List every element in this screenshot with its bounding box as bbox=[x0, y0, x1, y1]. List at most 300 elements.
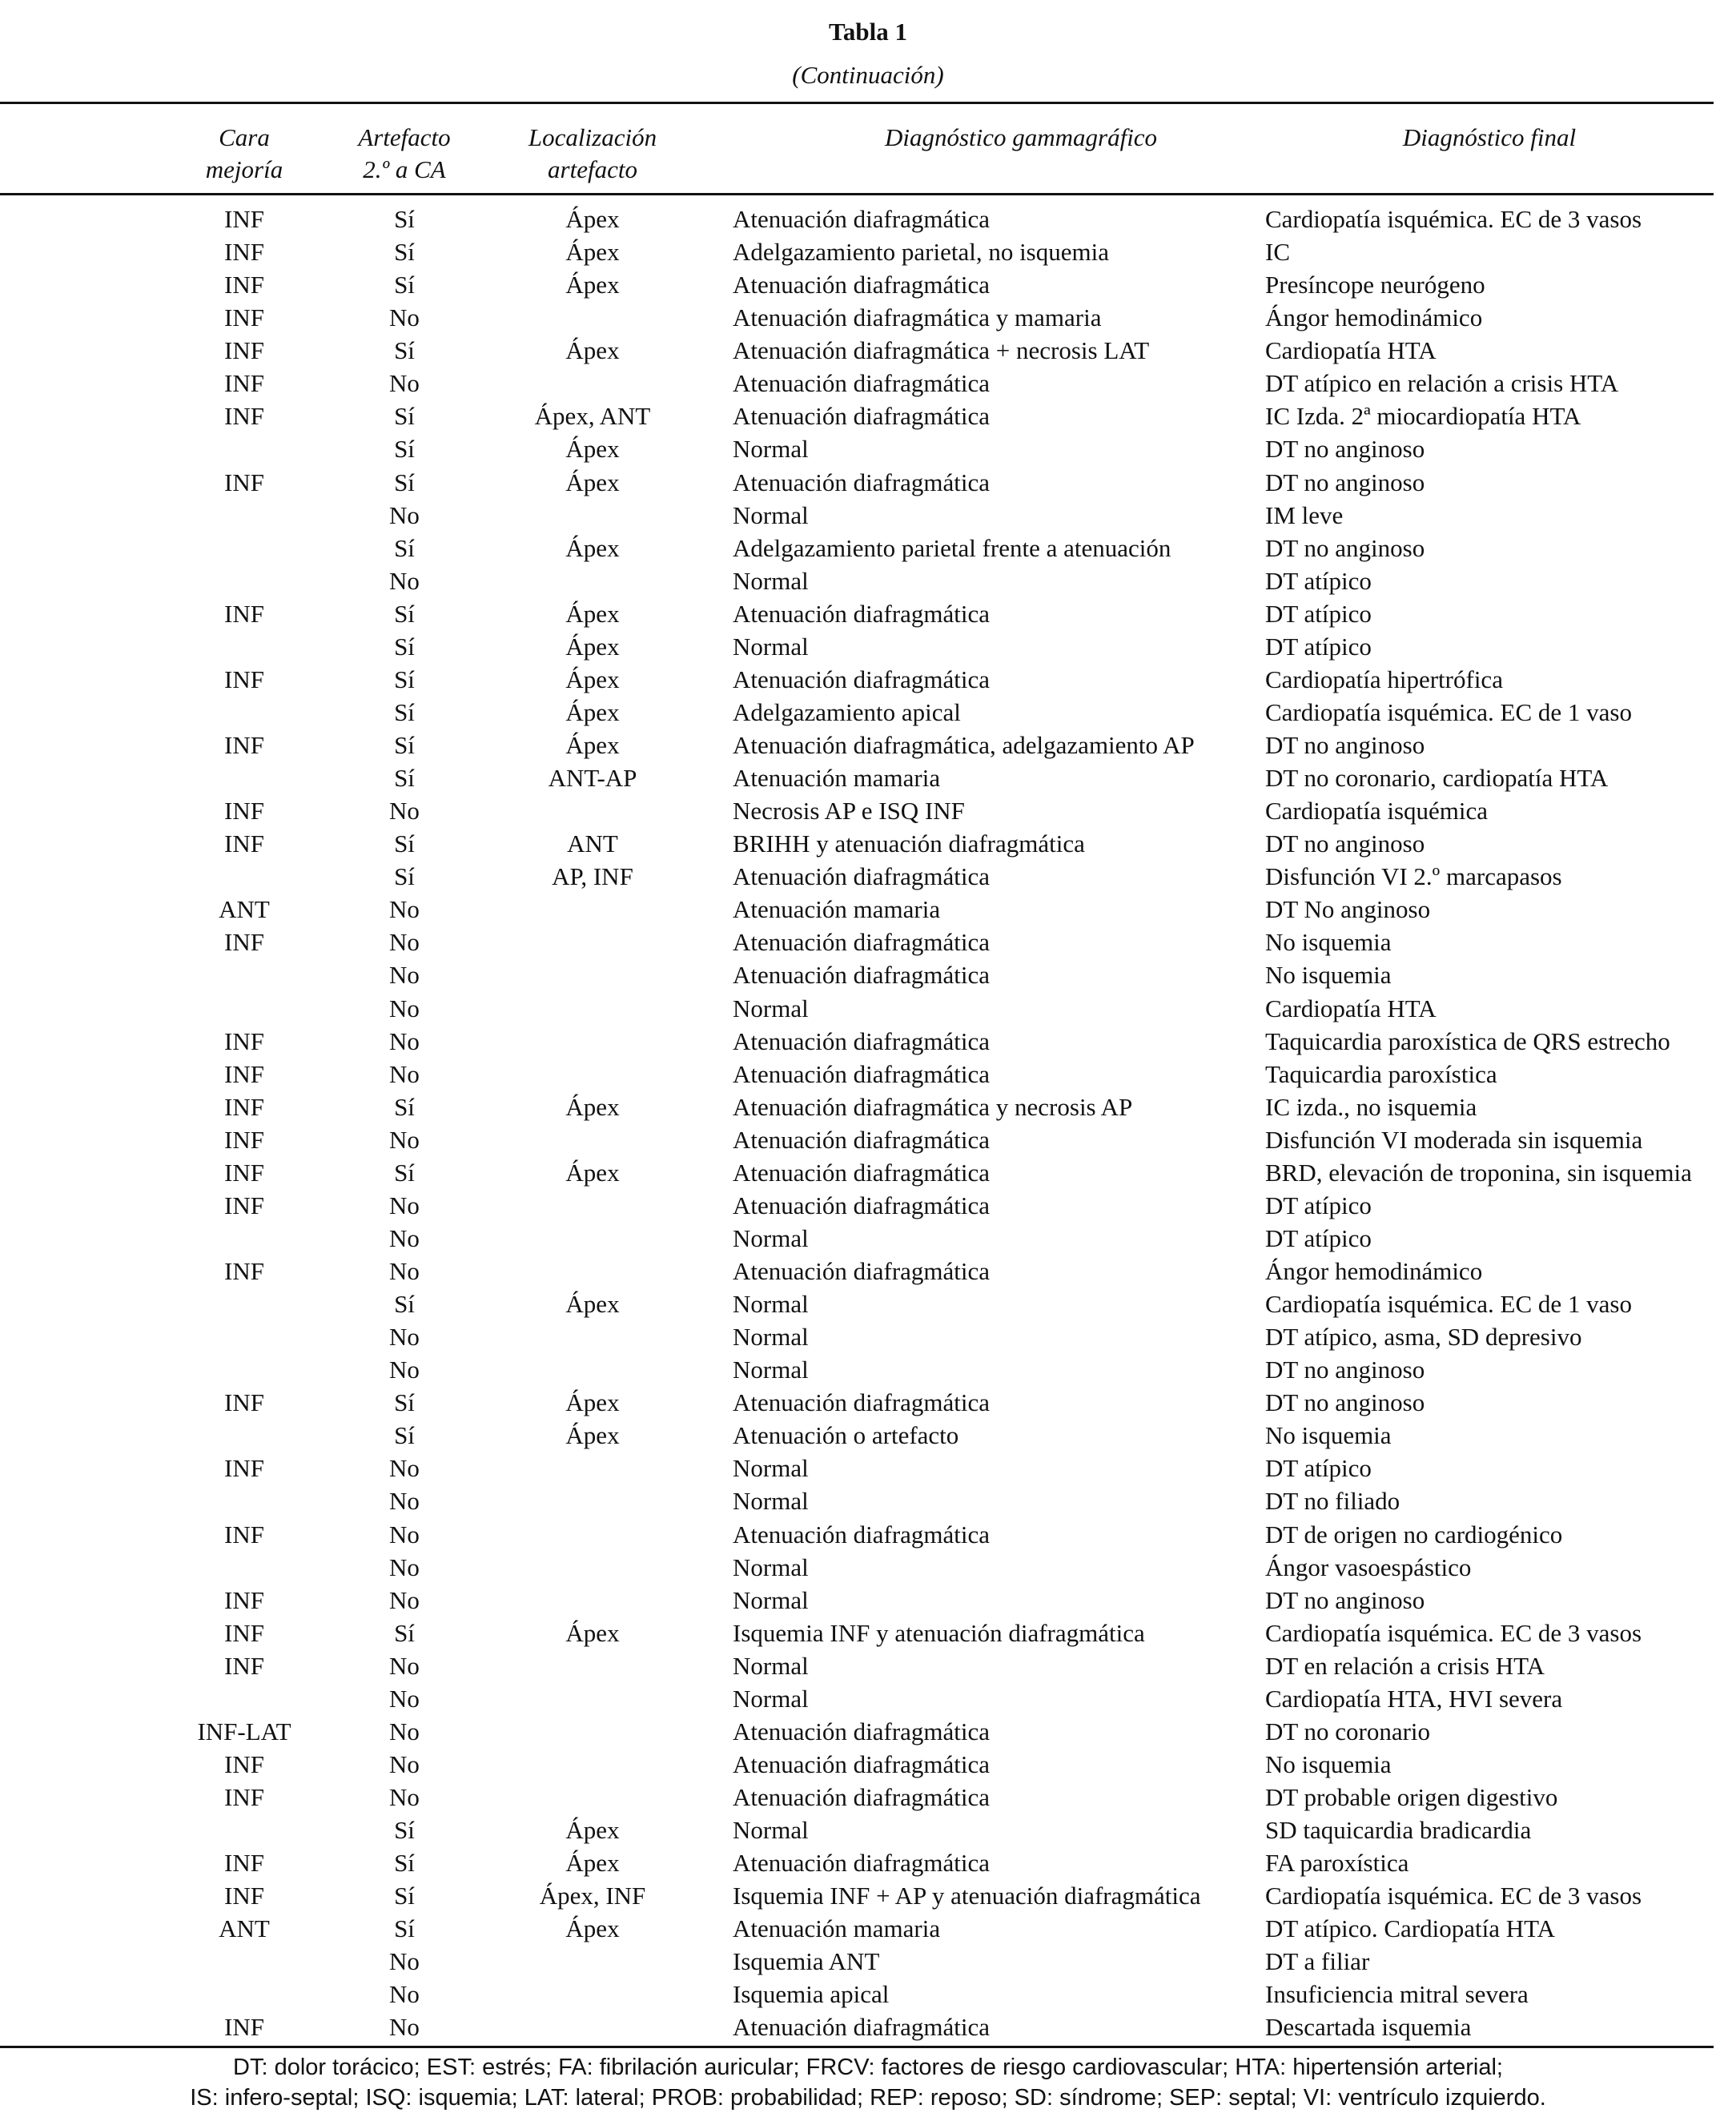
cell-artefacto: No bbox=[389, 1026, 420, 1055]
table-row bbox=[0, 1091, 1736, 1123]
cell-artefacto: Sí bbox=[394, 238, 415, 267]
cell-diagnostico-gammagrafico: Normal bbox=[733, 1356, 809, 1384]
header-diagnostico-final bbox=[1265, 122, 1714, 154]
table-title: Tabla 1 bbox=[829, 18, 907, 46]
cell-artefacto: Sí bbox=[394, 1290, 415, 1319]
cell-cara-mejoria: INF bbox=[224, 1651, 264, 1680]
cell-artefacto: No bbox=[389, 895, 420, 924]
cell-diagnostico-gammagrafico: Atenuación diafragmática bbox=[733, 1026, 991, 1055]
table-row bbox=[0, 1518, 1736, 1551]
cell-diagnostico-gammagrafico: Atenuación diafragmática, adelgazamiento AP bbox=[733, 731, 1195, 759]
cell-cara-mejoria: INF bbox=[224, 1257, 264, 1285]
table-row bbox=[0, 2011, 1736, 2043]
table-row bbox=[0, 235, 1736, 268]
table-row bbox=[0, 334, 1736, 367]
table-row bbox=[0, 597, 1736, 630]
cell-localizacion: AP, INF bbox=[552, 862, 633, 891]
cell-artefacto: Sí bbox=[394, 697, 415, 726]
cell-diagnostico-final: DT probable origen digestivo bbox=[1265, 1783, 1558, 1811]
cell-artefacto: Sí bbox=[394, 402, 415, 431]
table-row bbox=[0, 860, 1736, 893]
table-row bbox=[0, 1748, 1736, 1781]
cell-localizacion: Ápex, ANT bbox=[534, 402, 651, 431]
cell-diagnostico-final: Ángor vasoespástico bbox=[1265, 1553, 1472, 1581]
cell-cara-mejoria: ANT bbox=[219, 1914, 270, 1943]
cell-artefacto: Sí bbox=[394, 1914, 415, 1943]
cell-localizacion: Ápex bbox=[565, 238, 620, 267]
cell-diagnostico-gammagrafico: Atenuación diafragmática bbox=[733, 1191, 991, 1219]
cell-diagnostico-final: DT no coronario bbox=[1265, 1717, 1431, 1745]
cell-diagnostico-gammagrafico: Normal bbox=[733, 1816, 809, 1845]
cell-artefacto: Sí bbox=[394, 1882, 415, 1910]
header-artefacto bbox=[344, 122, 464, 186]
cell-diagnostico-gammagrafico: Normal bbox=[733, 1290, 809, 1319]
cell-diagnostico-gammagrafico: Isquemia ANT bbox=[733, 1947, 880, 1976]
cell-artefacto: No bbox=[389, 1520, 420, 1549]
cell-cara-mejoria: INF bbox=[224, 1059, 264, 1088]
cell-diagnostico-gammagrafico: BRIHH y atenuación diafragmática bbox=[733, 830, 1085, 858]
cell-artefacto: No bbox=[389, 1125, 420, 1154]
cell-localizacion: Ápex bbox=[565, 205, 620, 233]
cell-diagnostico-final: DT atípico bbox=[1265, 566, 1372, 595]
cell-cara-mejoria: INF bbox=[224, 1026, 264, 1055]
cell-diagnostico-final: DT no anginoso bbox=[1265, 1356, 1425, 1384]
cell-artefacto: No bbox=[389, 1980, 420, 2009]
cell-diagnostico-gammagrafico: Isquemia INF y atenuación diafragmática bbox=[733, 1618, 1145, 1647]
header-diagnostico-final-label: Diagnóstico final bbox=[1402, 123, 1577, 151]
cell-artefacto: Sí bbox=[394, 862, 415, 891]
cell-artefacto: Sí bbox=[394, 336, 415, 365]
cell-cara-mejoria: ANT bbox=[219, 895, 270, 924]
cell-localizacion: Ápex bbox=[565, 1849, 620, 1878]
cell-localizacion: Ápex, INF bbox=[539, 1882, 646, 1910]
cell-artefacto: No bbox=[389, 1487, 420, 1516]
cell-localizacion: Ápex bbox=[565, 632, 620, 661]
table-row bbox=[0, 432, 1736, 465]
cell-diagnostico-final: Descartada isquemia bbox=[1265, 2013, 1472, 2042]
table-row bbox=[0, 1189, 1736, 1222]
cell-diagnostico-final: DT no anginoso bbox=[1265, 435, 1425, 464]
cell-diagnostico-gammagrafico: Adelgazamiento apical bbox=[733, 697, 961, 726]
cell-artefacto: No bbox=[389, 994, 420, 1022]
footnote-line-1: DT: dolor torácico; EST: estrés; FA: fibrilación auricular; FRCV: factores de riesgo cardiovascular; HTA: hipertensión arterial; bbox=[233, 2055, 1503, 2080]
header-localizacion-line1: Localización bbox=[528, 123, 657, 151]
table-row bbox=[0, 794, 1736, 827]
cell-cara-mejoria: INF bbox=[224, 2013, 264, 2042]
cell-artefacto: Sí bbox=[394, 533, 415, 562]
cell-diagnostico-gammagrafico: Adelgazamiento parietal frente a atenuación bbox=[733, 533, 1171, 562]
cell-localizacion: Ápex bbox=[565, 533, 620, 562]
cell-diagnostico-final: DT no anginoso bbox=[1265, 533, 1425, 562]
table-row bbox=[0, 1846, 1736, 1879]
cell-cara-mejoria: INF bbox=[224, 731, 264, 759]
cell-diagnostico-final: DT en relación a crisis HTA bbox=[1265, 1651, 1545, 1680]
cell-diagnostico-gammagrafico: Atenuación mamaria bbox=[733, 895, 941, 924]
cell-artefacto: Sí bbox=[394, 1849, 415, 1878]
table-row bbox=[0, 1058, 1736, 1091]
cell-diagnostico-final: DT no anginoso bbox=[1265, 468, 1425, 496]
table-row bbox=[0, 1156, 1736, 1189]
cell-cara-mejoria: INF bbox=[224, 599, 264, 628]
table-row bbox=[0, 1879, 1736, 1912]
cell-diagnostico-final: DT atípico en relación a crisis HTA bbox=[1265, 369, 1619, 398]
table-row bbox=[0, 663, 1736, 696]
cell-diagnostico-gammagrafico: Atenuación mamaria bbox=[733, 764, 941, 793]
cell-localizacion: Ápex bbox=[565, 1816, 620, 1845]
cell-artefacto: No bbox=[389, 1223, 420, 1252]
cell-localizacion: Ápex bbox=[565, 1388, 620, 1417]
cell-diagnostico-final: Cardiopatía isquémica. EC de 1 vaso bbox=[1265, 1290, 1632, 1319]
cell-localizacion: Ápex bbox=[565, 1158, 620, 1187]
header-cara-line1: Cara bbox=[219, 123, 270, 151]
cell-diagnostico-final: Cardiopatía isquémica bbox=[1265, 797, 1489, 826]
cell-diagnostico-gammagrafico: Atenuación diafragmática bbox=[733, 1059, 991, 1088]
cell-cara-mejoria: INF bbox=[224, 1158, 264, 1187]
cell-diagnostico-final: DT no coronario, cardiopatía HTA bbox=[1265, 764, 1609, 793]
cell-diagnostico-final: DT No anginoso bbox=[1265, 895, 1431, 924]
cell-diagnostico-gammagrafico: Atenuación diafragmática bbox=[733, 402, 991, 431]
table-row bbox=[0, 400, 1736, 432]
cell-cara-mejoria: INF bbox=[224, 665, 264, 693]
cell-artefacto: No bbox=[389, 2013, 420, 2042]
cell-diagnostico-gammagrafico: Atenuación diafragmática bbox=[733, 468, 991, 496]
cell-artefacto: No bbox=[389, 1947, 420, 1976]
cell-diagnostico-gammagrafico: Normal bbox=[733, 1684, 809, 1713]
cell-diagnostico-final: Taquicardia paroxística bbox=[1265, 1059, 1497, 1088]
cell-diagnostico-final: Cardiopatía isquémica. EC de 1 vaso bbox=[1265, 697, 1632, 726]
cell-localizacion: Ápex bbox=[565, 1092, 620, 1121]
header-cara-line2: mejoría bbox=[205, 155, 283, 183]
cell-cara-mejoria: INF bbox=[224, 1585, 264, 1614]
cell-artefacto: Sí bbox=[394, 1092, 415, 1121]
cell-artefacto: Sí bbox=[394, 632, 415, 661]
table-row bbox=[0, 466, 1736, 499]
cell-diagnostico-final: DT de origen no cardiogénico bbox=[1265, 1520, 1563, 1549]
cell-diagnostico-gammagrafico: Atenuación diafragmática + necrosis LAT bbox=[733, 336, 1150, 365]
cell-diagnostico-final: Cardiopatía isquémica. EC de 3 vasos bbox=[1265, 1618, 1642, 1647]
cell-artefacto: Sí bbox=[394, 1388, 415, 1417]
cell-diagnostico-final: No isquemia bbox=[1265, 961, 1392, 990]
cell-diagnostico-final: Ángor hemodinámico bbox=[1265, 303, 1483, 332]
cell-artefacto: No bbox=[389, 1684, 420, 1713]
cell-diagnostico-final: IM leve bbox=[1265, 500, 1344, 529]
cell-diagnostico-gammagrafico: Atenuación diafragmática bbox=[733, 271, 991, 299]
cell-diagnostico-final: No isquemia bbox=[1265, 1421, 1392, 1450]
table-row bbox=[0, 1287, 1736, 1320]
cell-diagnostico-gammagrafico: Atenuación diafragmática bbox=[733, 1257, 991, 1285]
cell-artefacto: Sí bbox=[394, 665, 415, 693]
cell-diagnostico-gammagrafico: Atenuación diafragmática bbox=[733, 205, 991, 233]
cell-diagnostico-gammagrafico: Atenuación diafragmática bbox=[733, 1783, 991, 1811]
cell-artefacto: No bbox=[389, 797, 420, 826]
cell-diagnostico-gammagrafico: Normal bbox=[733, 1585, 809, 1614]
cell-cara-mejoria: INF bbox=[224, 336, 264, 365]
cell-artefacto: No bbox=[389, 1454, 420, 1483]
cell-diagnostico-gammagrafico: Normal bbox=[733, 1553, 809, 1581]
cell-diagnostico-gammagrafico: Atenuación diafragmática bbox=[733, 928, 991, 957]
cell-diagnostico-final: IC izda., no isquemia bbox=[1265, 1092, 1477, 1121]
cell-cara-mejoria: INF bbox=[224, 238, 264, 267]
cell-diagnostico-final: Presíncope neurógeno bbox=[1265, 271, 1485, 299]
cell-diagnostico-gammagrafico: Normal bbox=[733, 500, 809, 529]
cell-diagnostico-final: FA paroxística bbox=[1265, 1849, 1409, 1878]
cell-diagnostico-final: IC Izda. 2ª miocardiopatía HTA bbox=[1265, 402, 1581, 431]
cell-diagnostico-final: No isquemia bbox=[1265, 1749, 1392, 1778]
cell-diagnostico-gammagrafico: Atenuación diafragmática bbox=[733, 1849, 991, 1878]
cell-diagnostico-final: DT atípico bbox=[1265, 1223, 1372, 1252]
table-row bbox=[0, 564, 1736, 597]
cell-artefacto: Sí bbox=[394, 830, 415, 858]
cell-diagnostico-final: DT atípico bbox=[1265, 1454, 1372, 1483]
table-row bbox=[0, 992, 1736, 1025]
cell-cara-mejoria: INF bbox=[224, 1749, 264, 1778]
table-row bbox=[0, 1617, 1736, 1649]
table-row bbox=[0, 761, 1736, 794]
top-rule bbox=[0, 102, 1714, 104]
table-row bbox=[0, 1781, 1736, 1814]
cell-diagnostico-final: IC bbox=[1265, 238, 1290, 267]
header-artefacto-line1: Artefacto bbox=[358, 123, 451, 151]
cell-artefacto: Sí bbox=[394, 205, 415, 233]
header-artefacto-line2: 2.º a CA bbox=[363, 155, 446, 183]
cell-artefacto: No bbox=[389, 500, 420, 529]
table-row bbox=[0, 1025, 1736, 1058]
cell-diagnostico-final: Cardiopatía hipertrófica bbox=[1265, 665, 1503, 693]
cell-diagnostico-gammagrafico: Atenuación diafragmática bbox=[733, 1158, 991, 1187]
cell-diagnostico-final: DT atípico. Cardiopatía HTA bbox=[1265, 1914, 1555, 1943]
cell-diagnostico-final: DT a filiar bbox=[1265, 1947, 1370, 1976]
cell-artefacto: No bbox=[389, 1356, 420, 1384]
table-row bbox=[0, 1386, 1736, 1419]
cell-artefacto: No bbox=[389, 1585, 420, 1614]
cell-artefacto: No bbox=[389, 566, 420, 595]
table-row bbox=[0, 203, 1736, 235]
cell-diagnostico-gammagrafico: Atenuación o artefacto bbox=[733, 1421, 959, 1450]
footnote-line-2: IS: infero-septal; ISQ: isquemia; LAT: lateral; PROB: probabilidad; REP: reposo; SD: síndrome; SEP: septal; VI: ventrículo izquierdo. bbox=[190, 2085, 1546, 2111]
cell-cara-mejoria: INF bbox=[224, 928, 264, 957]
table-row bbox=[0, 532, 1736, 564]
cell-diagnostico-gammagrafico: Normal bbox=[733, 632, 809, 661]
cell-diagnostico-final: Cardiopatía HTA bbox=[1265, 994, 1437, 1022]
cell-cara-mejoria: INF bbox=[224, 205, 264, 233]
cell-artefacto: No bbox=[389, 369, 420, 398]
table-row bbox=[0, 1353, 1736, 1386]
table-subtitle: (Continuación) bbox=[792, 61, 944, 89]
table-row bbox=[0, 926, 1736, 958]
cell-cara-mejoria: INF bbox=[224, 1092, 264, 1121]
cell-cara-mejoria: INF bbox=[224, 1849, 264, 1878]
cell-diagnostico-final: Disfunción VI moderada sin isquemia bbox=[1265, 1125, 1643, 1154]
cell-diagnostico-final: Insuficiencia mitral severa bbox=[1265, 1980, 1529, 2009]
header-rule bbox=[0, 193, 1714, 195]
cell-diagnostico-gammagrafico: Atenuación diafragmática y necrosis AP bbox=[733, 1092, 1133, 1121]
cell-artefacto: Sí bbox=[394, 468, 415, 496]
cell-localizacion: Ápex bbox=[565, 731, 620, 759]
table-row bbox=[0, 1584, 1736, 1617]
header-diagnostico-gammagrafico bbox=[733, 122, 1309, 154]
cell-artefacto: No bbox=[389, 961, 420, 990]
cell-diagnostico-final: Disfunción VI 2.º marcapasos bbox=[1265, 862, 1562, 891]
cell-diagnostico-gammagrafico: Normal bbox=[733, 1223, 809, 1252]
cell-artefacto: Sí bbox=[394, 1421, 415, 1450]
table-row bbox=[0, 1682, 1736, 1715]
table-row bbox=[0, 1419, 1736, 1452]
cell-diagnostico-gammagrafico: Isquemia INF + AP y atenuación diafragmática bbox=[733, 1882, 1201, 1910]
cell-diagnostico-gammagrafico: Atenuación diafragmática bbox=[733, 369, 991, 398]
cell-artefacto: Sí bbox=[394, 731, 415, 759]
table-row bbox=[0, 1649, 1736, 1682]
cell-artefacto: Sí bbox=[394, 599, 415, 628]
table-row bbox=[0, 696, 1736, 729]
bottom-rule bbox=[0, 2046, 1714, 2048]
cell-diagnostico-gammagrafico: Atenuación diafragmática bbox=[733, 1388, 991, 1417]
cell-artefacto: No bbox=[389, 1059, 420, 1088]
cell-diagnostico-final: Cardiopatía isquémica. EC de 3 vasos bbox=[1265, 1882, 1642, 1910]
cell-cara-mejoria: INF bbox=[224, 1191, 264, 1219]
cell-cara-mejoria: INF bbox=[224, 1783, 264, 1811]
cell-diagnostico-final: BRD, elevación de troponina, sin isquemia bbox=[1265, 1158, 1692, 1187]
table-row bbox=[0, 1814, 1736, 1846]
table-row bbox=[0, 827, 1736, 860]
table-row bbox=[0, 499, 1736, 532]
table-row bbox=[0, 1551, 1736, 1584]
cell-localizacion: ANT bbox=[567, 830, 618, 858]
cell-diagnostico-gammagrafico: Adelgazamiento parietal, no isquemia bbox=[733, 238, 1109, 267]
cell-artefacto: No bbox=[389, 1717, 420, 1745]
table-row bbox=[0, 1452, 1736, 1484]
cell-cara-mejoria: INF bbox=[224, 830, 264, 858]
cell-diagnostico-gammagrafico: Atenuación diafragmática bbox=[733, 1749, 991, 1778]
cell-diagnostico-gammagrafico: Normal bbox=[733, 1651, 809, 1680]
table-row bbox=[0, 958, 1736, 991]
cell-localizacion: Ápex bbox=[565, 1290, 620, 1319]
header-cara-mejoria bbox=[176, 122, 312, 186]
cell-localizacion: Ápex bbox=[565, 1914, 620, 1943]
table-row bbox=[0, 729, 1736, 761]
cell-diagnostico-final: DT no anginoso bbox=[1265, 731, 1425, 759]
table-row bbox=[0, 1255, 1736, 1287]
table-row bbox=[0, 1123, 1736, 1156]
cell-diagnostico-gammagrafico: Normal bbox=[733, 994, 809, 1022]
header-diagnostico-gammagrafico-label: Diagnóstico gammagráfico bbox=[884, 123, 1158, 151]
cell-localizacion: Ápex bbox=[565, 336, 620, 365]
cell-diagnostico-gammagrafico: Atenuación diafragmática bbox=[733, 599, 991, 628]
cell-artefacto: No bbox=[389, 928, 420, 957]
cell-localizacion: Ápex bbox=[565, 665, 620, 693]
cell-diagnostico-final: No isquemia bbox=[1265, 928, 1392, 957]
table-row bbox=[0, 367, 1736, 400]
cell-artefacto: Sí bbox=[394, 1816, 415, 1845]
cell-diagnostico-final: DT atípico bbox=[1265, 632, 1372, 661]
cell-artefacto: Sí bbox=[394, 1158, 415, 1187]
table-row bbox=[0, 1912, 1736, 1945]
cell-diagnostico-final: DT atípico bbox=[1265, 1191, 1372, 1219]
cell-cara-mejoria: INF-LAT bbox=[197, 1717, 291, 1745]
cell-localizacion: Ápex bbox=[565, 468, 620, 496]
cell-diagnostico-final: DT no anginoso bbox=[1265, 1388, 1425, 1417]
cell-diagnostico-gammagrafico: Atenuación mamaria bbox=[733, 1914, 941, 1943]
cell-diagnostico-final: DT no filiado bbox=[1265, 1487, 1400, 1516]
cell-localizacion: ANT-AP bbox=[548, 764, 637, 793]
table-row bbox=[0, 301, 1736, 334]
header-localizacion-line2: artefacto bbox=[548, 155, 637, 183]
cell-artefacto: No bbox=[389, 1191, 420, 1219]
cell-localizacion: Ápex bbox=[565, 1618, 620, 1647]
cell-localizacion: Ápex bbox=[565, 271, 620, 299]
cell-diagnostico-final: Cardiopatía HTA bbox=[1265, 336, 1437, 365]
cell-artefacto: Sí bbox=[394, 764, 415, 793]
table-row bbox=[0, 1320, 1736, 1353]
cell-localizacion: Ápex bbox=[565, 697, 620, 726]
cell-diagnostico-final: DT atípico bbox=[1265, 599, 1372, 628]
table-row bbox=[0, 268, 1736, 301]
cell-diagnostico-gammagrafico: Normal bbox=[733, 566, 809, 595]
cell-cara-mejoria: INF bbox=[224, 402, 264, 431]
table-row bbox=[0, 1945, 1736, 1978]
cell-diagnostico-final: Cardiopatía HTA, HVI severa bbox=[1265, 1684, 1563, 1713]
table-row bbox=[0, 630, 1736, 663]
cell-artefacto: No bbox=[389, 303, 420, 332]
cell-diagnostico-final: SD taquicardia bradicardia bbox=[1265, 1816, 1532, 1845]
cell-diagnostico-gammagrafico: Normal bbox=[733, 1454, 809, 1483]
cell-artefacto: No bbox=[389, 1749, 420, 1778]
cell-diagnostico-gammagrafico: Atenuación diafragmática bbox=[733, 1125, 991, 1154]
cell-artefacto: No bbox=[389, 1651, 420, 1680]
cell-cara-mejoria: INF bbox=[224, 1125, 264, 1154]
cell-diagnostico-final: DT no anginoso bbox=[1265, 1585, 1425, 1614]
cell-cara-mejoria: INF bbox=[224, 797, 264, 826]
cell-diagnostico-final: Ángor hemodinámico bbox=[1265, 1257, 1483, 1285]
cell-diagnostico-final: Taquicardia paroxística de QRS estrecho bbox=[1265, 1026, 1670, 1055]
cell-diagnostico-gammagrafico: Atenuación diafragmática y mamaria bbox=[733, 303, 1102, 332]
cell-diagnostico-final: DT atípico, asma, SD depresivo bbox=[1265, 1323, 1582, 1352]
cell-diagnostico-gammagrafico: Normal bbox=[733, 1487, 809, 1516]
table-body bbox=[0, 203, 1736, 2044]
table-row bbox=[0, 1484, 1736, 1517]
cell-diagnostico-gammagrafico: Normal bbox=[733, 1323, 809, 1352]
cell-cara-mejoria: INF bbox=[224, 1454, 264, 1483]
cell-cara-mejoria: INF bbox=[224, 1520, 264, 1549]
cell-diagnostico-gammagrafico: Atenuación diafragmática bbox=[733, 961, 991, 990]
cell-cara-mejoria: INF bbox=[224, 1618, 264, 1647]
cell-localizacion: Ápex bbox=[565, 435, 620, 464]
cell-diagnostico-final: DT no anginoso bbox=[1265, 830, 1425, 858]
cell-diagnostico-gammagrafico: Necrosis AP e ISQ INF bbox=[733, 797, 965, 826]
cell-localizacion: Ápex bbox=[565, 599, 620, 628]
cell-cara-mejoria: INF bbox=[224, 1388, 264, 1417]
cell-diagnostico-gammagrafico: Normal bbox=[733, 435, 809, 464]
cell-artefacto: Sí bbox=[394, 1618, 415, 1647]
cell-artefacto: No bbox=[389, 1323, 420, 1352]
cell-artefacto: No bbox=[389, 1553, 420, 1581]
cell-cara-mejoria: INF bbox=[224, 369, 264, 398]
cell-diagnostico-gammagrafico: Atenuación diafragmática bbox=[733, 665, 991, 693]
cell-cara-mejoria: INF bbox=[224, 1882, 264, 1910]
cell-cara-mejoria: INF bbox=[224, 271, 264, 299]
cell-diagnostico-final: Cardiopatía isquémica. EC de 3 vasos bbox=[1265, 205, 1642, 233]
cell-diagnostico-gammagrafico: Atenuación diafragmática bbox=[733, 1520, 991, 1549]
header-localizacion bbox=[504, 122, 681, 186]
cell-diagnostico-gammagrafico: Atenuación diafragmática bbox=[733, 1717, 991, 1745]
cell-localizacion: Ápex bbox=[565, 1421, 620, 1450]
table-row bbox=[0, 893, 1736, 926]
table-row bbox=[0, 1978, 1736, 2011]
cell-diagnostico-gammagrafico: Atenuación diafragmática bbox=[733, 862, 991, 891]
cell-artefacto: Sí bbox=[394, 435, 415, 464]
cell-artefacto: No bbox=[389, 1257, 420, 1285]
cell-diagnostico-gammagrafico: Isquemia apical bbox=[733, 1980, 890, 2009]
table-row bbox=[0, 1715, 1736, 1748]
